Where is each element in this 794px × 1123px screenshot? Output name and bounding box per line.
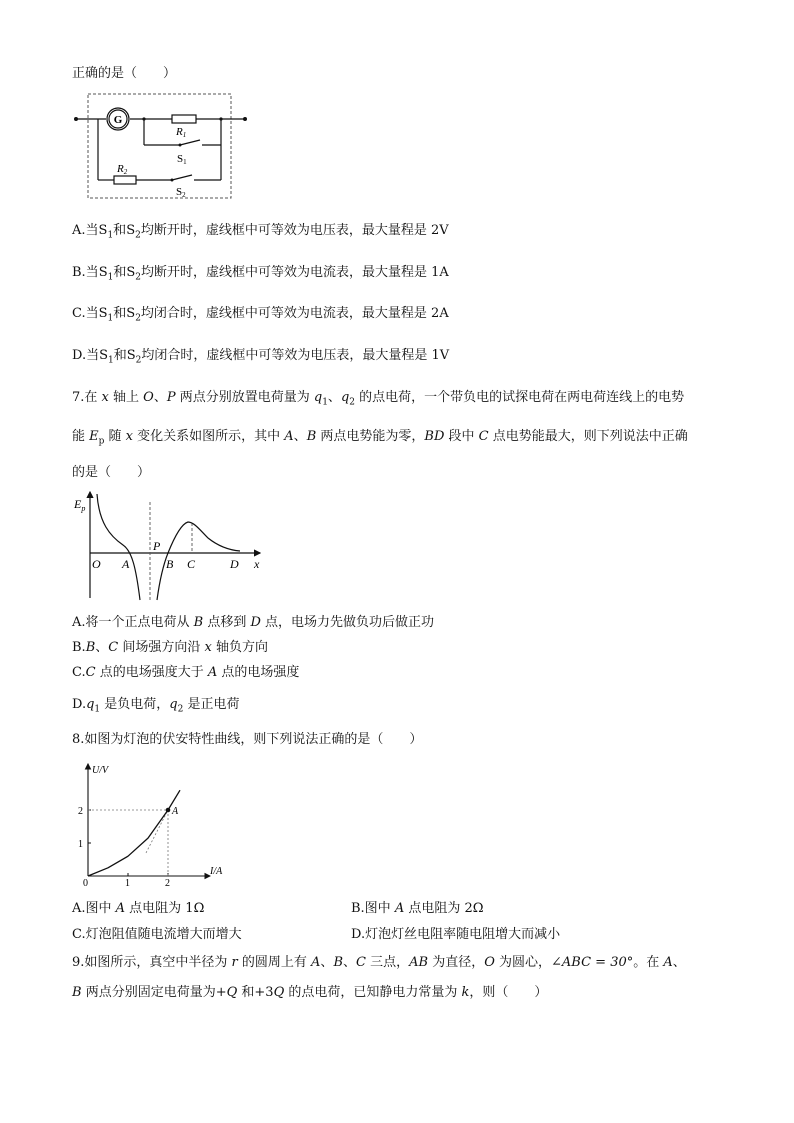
point-p-label: P <box>153 539 161 553</box>
point-a-marker <box>166 808 171 813</box>
x-axis-label: x <box>254 557 260 571</box>
q6-circuit-diagram <box>70 92 270 202</box>
y-tick-label: 2 <box>78 806 83 817</box>
resistor-r2 <box>114 176 136 184</box>
q7-option-a: A.将一个正点电荷从 B 点移到 D 点，电场力先做负功后做正功 <box>72 615 435 630</box>
galvanometer-label: G <box>113 114 123 126</box>
r1-label: R1 <box>176 126 187 139</box>
ep-axis-label: $E_p$ <box>74 497 86 513</box>
q7-option-b: B.B、C 间场强方向沿 x 轴负方向 <box>72 640 268 655</box>
iv-curve-line <box>88 790 180 876</box>
q8-option-a: A.图中 A 点电阻为 1Ω <box>72 901 205 916</box>
q8-option-d: D.灯泡灯丝电阻率随电阻增大而减小 <box>351 927 561 942</box>
q7-potential-energy-graph <box>70 488 270 603</box>
r2-label: R2 <box>117 163 128 176</box>
q6-stem-tail: 正确的是（ ） <box>72 66 177 81</box>
origin-label: 0 <box>83 878 88 889</box>
q7-option-d: $D.q_1$ 是负电荷，$q_2$ 是正电荷 <box>72 697 240 715</box>
dashed-box <box>88 94 231 198</box>
point-c-label: C <box>187 557 196 571</box>
q8-stem: 8.如图为灯泡的伏安特性曲线，则下列说法正确的是（ ） <box>72 732 423 747</box>
q6-option-b: B.当$S_1$和$S_2$均断开时，虚线框中可等效为电流表，最大量程是 1A <box>72 265 449 283</box>
q6-option-c: C.当$S_1$和$S_2$均闭合时，虚线框中可等效为电流表，最大量程是 2A <box>72 306 449 324</box>
s2-label: S2 <box>176 186 186 199</box>
point-a-label: A <box>122 557 130 571</box>
q6-option-a: A.当$S_1$和$S_2$均断开时，虚线框中可等效为电压表，最大量程是 2V <box>72 223 449 241</box>
q7-stem-line1: 7.在 x 轴上 O、P 两点分别放置电荷量为 $q_1$、$q_2$ 的点电荷，一个带负电的试探电荷在两电荷连线上的电势 <box>72 390 685 408</box>
y-tick-label: 1 <box>78 839 83 850</box>
q7-stem-line2: 能 $E_p$ 随 x 变化关系如图所示，其中 A、B 两点电势能为零，BD 段中 C 点电势能最大，则下列说法中正确 <box>72 429 688 447</box>
q7-option-c: C.C 点的电场强度大于 A 点的电场强度 <box>72 665 300 680</box>
q8-iv-chart <box>70 760 240 890</box>
tangent-line <box>146 810 168 853</box>
point-a-label: A <box>172 806 179 817</box>
q6-option-d: D.当$S_1$和$S_2$均闭合时，虚线框中可等效为电压表，最大量程是 1V <box>72 348 450 366</box>
x-tick-label: 1 <box>125 878 130 889</box>
q8-option-b: B.图中 A 点电阻为 2Ω <box>351 901 484 916</box>
q9-stem-line1: 9.如图所示，真空中半径为 r 的圆周上有 A、B、C 三点，AB 为直径，O 为圆心，∠ABC = 30°。在 A、 <box>72 955 686 970</box>
q9-stem-line2: B 两点分别固定电荷量为+Q 和+3Q 的点电荷，已知静电力常量为 k，则（ ） <box>72 985 548 1000</box>
y-axis-label: U/V <box>92 765 109 776</box>
q8-option-c: C.灯泡阻值随电流增大而增大 <box>72 927 242 942</box>
x-tick-label: 2 <box>165 878 170 889</box>
resistor-r1 <box>172 115 196 123</box>
point-d-label: D <box>230 557 239 571</box>
point-b-label: B <box>166 557 174 571</box>
x-axis-label: I/A <box>210 866 223 877</box>
s1-label: S1 <box>177 153 187 166</box>
point-o-label: O <box>92 557 101 571</box>
q7-stem-line3: 的是（ ） <box>72 465 151 480</box>
